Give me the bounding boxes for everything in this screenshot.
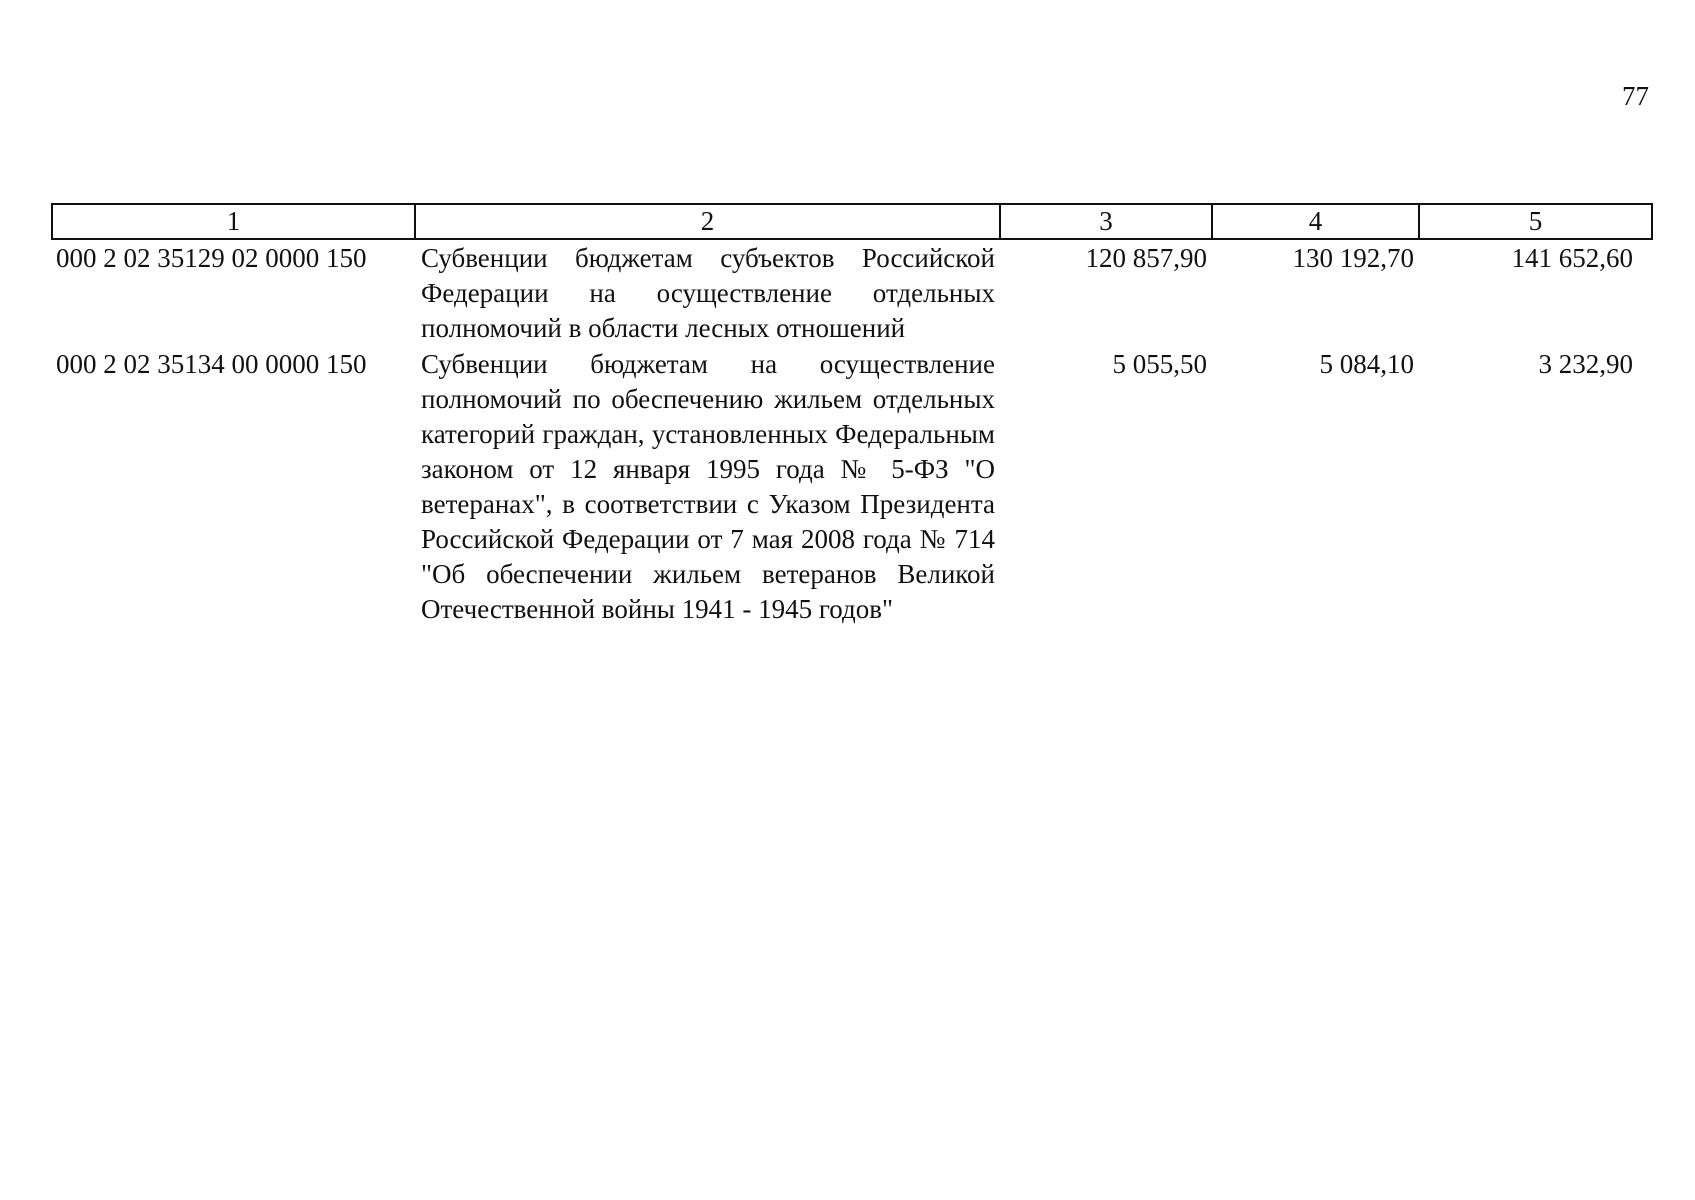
table-row	[52, 239, 1652, 346]
budget-table	[51, 203, 1653, 627]
header-col-1: 1	[52, 204, 415, 239]
value-cell-col4: 5 084,10	[1319, 349, 1414, 379]
header-col-5: 5	[1419, 204, 1652, 239]
header-col-2: 2	[415, 204, 1000, 239]
value-cell-col5: 3 232,90	[1538, 349, 1633, 379]
value-cell-col3: 5 055,50	[1112, 349, 1207, 379]
description-cell: Субвенции бюджетам на осуществление полномочий по обеспечению жильем отдельных категорий граждан, установленных Федеральным законом от 12 января 1995 года № 5-ФЗ "О ветеранах", в соответствии с Указом Президента Российской Федерации от 7 мая 2008 года № 714 "Об обеспечении жильем ветеранов Великой Отечественной войны 1941 - 1945 годов"	[421, 349, 995, 624]
value-cell-col4: 130 192,70	[1292, 243, 1414, 273]
value-cell-col3: 120 857,90	[1085, 243, 1207, 273]
description-cell: Субвенции бюджетам субъектов Российской Федерации на осуществление отдельных полномочий в области лесных отношений	[421, 243, 995, 343]
table-row	[52, 346, 1652, 627]
header-col-3: 3	[1000, 204, 1212, 239]
table-header-row	[52, 204, 1652, 239]
budget-code-cell: 000 2 02 35134 00 0000 150	[56, 349, 367, 379]
page-number: 77	[1622, 81, 1649, 111]
budget-code-cell: 000 2 02 35129 02 0000 150	[56, 243, 367, 273]
header-col-4: 4	[1212, 204, 1419, 239]
value-cell-col5: 141 652,60	[1511, 243, 1633, 273]
